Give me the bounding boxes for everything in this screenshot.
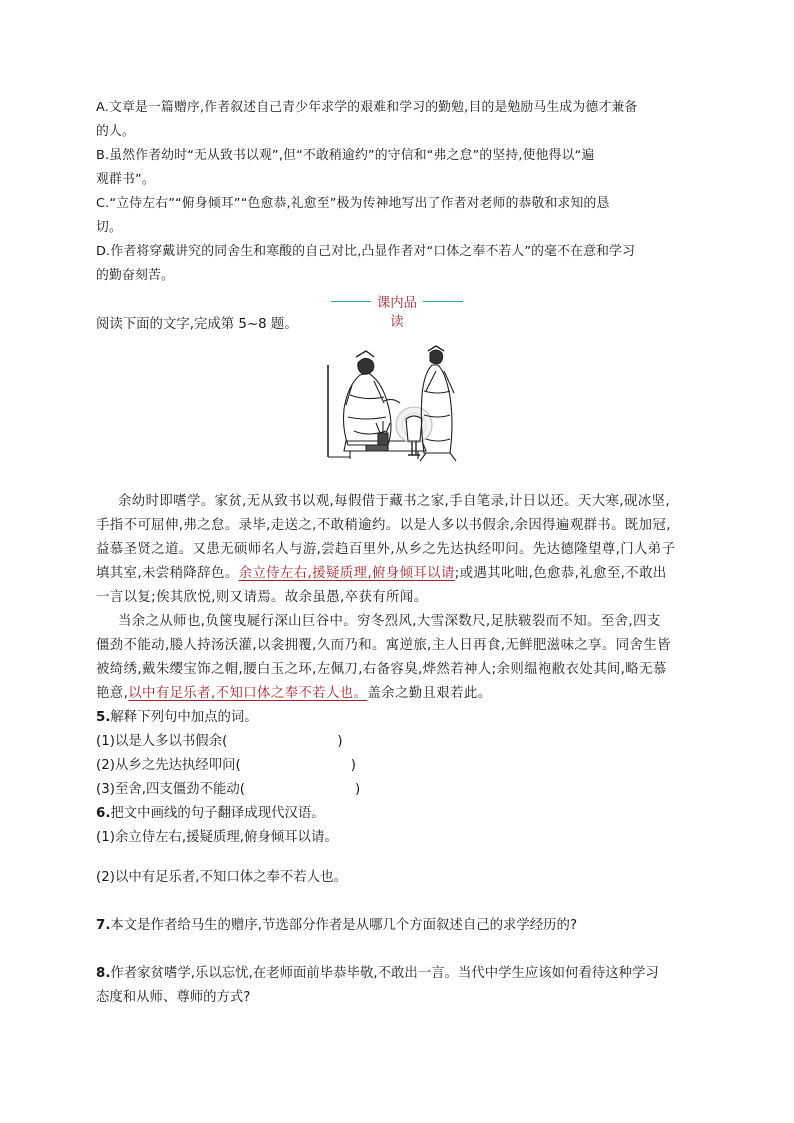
passage-p1-line1: 余幼时即嗜学。家贫,无从致书以观,每假借于藏书之家,手自笔录,计日以还。天大寒,砚冰坚,: [118, 494, 670, 509]
option-d-line1: D.作者将穿戴讲究的同舍生和寒酸的自己对比,凸显作者对“口体之奉不若人”的毫不在意和学习: [96, 244, 636, 259]
reading-instruction: 阅读下面的文字,完成第 5~8 题。: [96, 317, 298, 332]
title-rule-left: [331, 301, 371, 302]
title-rule-right: [423, 301, 463, 302]
question-6-item-2: (2)以中有足乐者,不知口体之奉不若人也。: [96, 870, 347, 885]
question-6-item-1: (1)余立侍左右,援疑质理,俯身倾耳以请。: [96, 830, 338, 845]
question-8-line1: 作者家贫嗜学,乐以忘忧,在老师面前毕恭毕敬,不敢出一言。当代中学生应该如何看待这种学习: [110, 966, 659, 981]
section-title-text: 课内品读: [376, 296, 418, 330]
option-a-line2: 的人。: [96, 124, 135, 139]
option-a-line1: A.文章是一篇赠序,作者叙述自己青少年求学的艰难和学习的勤勉,目的是勉励马生成为德才兼备: [96, 100, 638, 115]
question-7-text: 本文是作者给马生的赠序,节选部分作者是从哪几个方面叙述自己的求学经历的?: [110, 918, 578, 933]
option-b-line2: 观群书”。: [96, 172, 155, 187]
option-d-line2: 的勤奋刻苦。: [96, 268, 174, 283]
question-8: [96, 964, 659, 984]
section-title: [331, 291, 463, 330]
question-7-number: 7.: [96, 918, 111, 933]
q5-item-1-text: (1)以是人多以书假余(: [96, 734, 228, 749]
q5-item-2-close: ): [350, 758, 356, 773]
q5-item-2-text: (2)从乡之先达执经叩问(: [96, 758, 241, 773]
passage-p2-line4-end: 盖余之勤且艰若此。: [367, 686, 492, 701]
passage-p1-line4-end: ;或遇其叱咄,色愈恭,礼愈至,不敢出: [454, 566, 667, 581]
question-5-text: 解释下列句中加点的词。: [110, 710, 258, 725]
passage-p1-line4: [96, 564, 667, 584]
option-b-line1: B.虽然作者幼时“无从致书以观”,但“不敢稍逾约”的守信和“弗之怠”的坚持,使他得以“遍: [96, 148, 595, 163]
q5-item-3-text: (3)至舍,四支僵劲不能动(: [96, 782, 245, 797]
question-5: [96, 708, 258, 728]
passage-p2-line4: [96, 684, 491, 704]
question-8-line2: 态度和从师、尊师的方式?: [96, 990, 251, 1005]
q5-item-1-close: ): [337, 734, 343, 749]
passage-p2-line3: 被绮绣,戴朱缨宝饰之帽,腰白玉之环,左佩刀,右备容臭,烨然若神人;余则缊袍敝衣处其间,略无慕: [96, 662, 667, 677]
scholar-and-teacher-illustration: [326, 345, 466, 470]
passage-p2-line2: 僵劲不能动,媵人持汤沃灌,以衾拥覆,久而乃和。寓逆旅,主人日再食,无鲜肥滋味之享。同舍生皆: [96, 638, 671, 653]
question-5-item-3: [96, 780, 360, 800]
q5-item-3-close: ): [354, 782, 361, 797]
question-5-item-2: [96, 756, 356, 776]
question-7: [96, 916, 577, 936]
question-5-number: 5.: [96, 710, 111, 725]
passage-p1-line4-start: 填其室,未尝稍降辞色。: [96, 566, 239, 581]
passage-p1-line5: 一言以复;俟其欣悦,则又请焉。故余虽愚,卒获有所闻。: [96, 590, 428, 605]
passage-p2-line1: 当余之从师也,负箧曳屣行深山巨谷中。穷冬烈风,大雪深数尺,足肤皲裂而不知。至舍,四支: [118, 614, 661, 629]
passage-p1-line2: 手指不可屈伸,弗之怠。录毕,走送之,不敢稍逾约。以是人多以书假余,余因得遍观群书。既加冠,: [96, 518, 671, 533]
underlined-sentence-1: 余立侍左右,援疑质理,俯身倾耳以请: [238, 566, 455, 581]
passage-p1-line3: 益慕圣贤之道。又患无硕师名人与游,尝趋百里外,从乡之先达执经叩问。先达德隆望尊,门人弟子: [96, 542, 676, 557]
question-6: [96, 804, 325, 824]
question-5-item-1: [96, 732, 343, 752]
question-6-text: 把文中画线的句子翻译成现代汉语。: [110, 806, 325, 821]
option-c-line2: 切。: [96, 220, 122, 235]
question-6-number: 6.: [96, 806, 111, 821]
option-c-line1: C.“立侍左右”“俯身倾耳”“色愈恭,礼愈至”极为传神地写出了作者对老师的恭敬和求知的恳: [96, 196, 610, 211]
passage-p2-line4-start: 艳意,: [96, 686, 129, 701]
question-8-number: 8.: [96, 966, 111, 981]
underlined-sentence-2: 以中有足乐者,不知口体之奉不若人也。: [128, 686, 368, 701]
